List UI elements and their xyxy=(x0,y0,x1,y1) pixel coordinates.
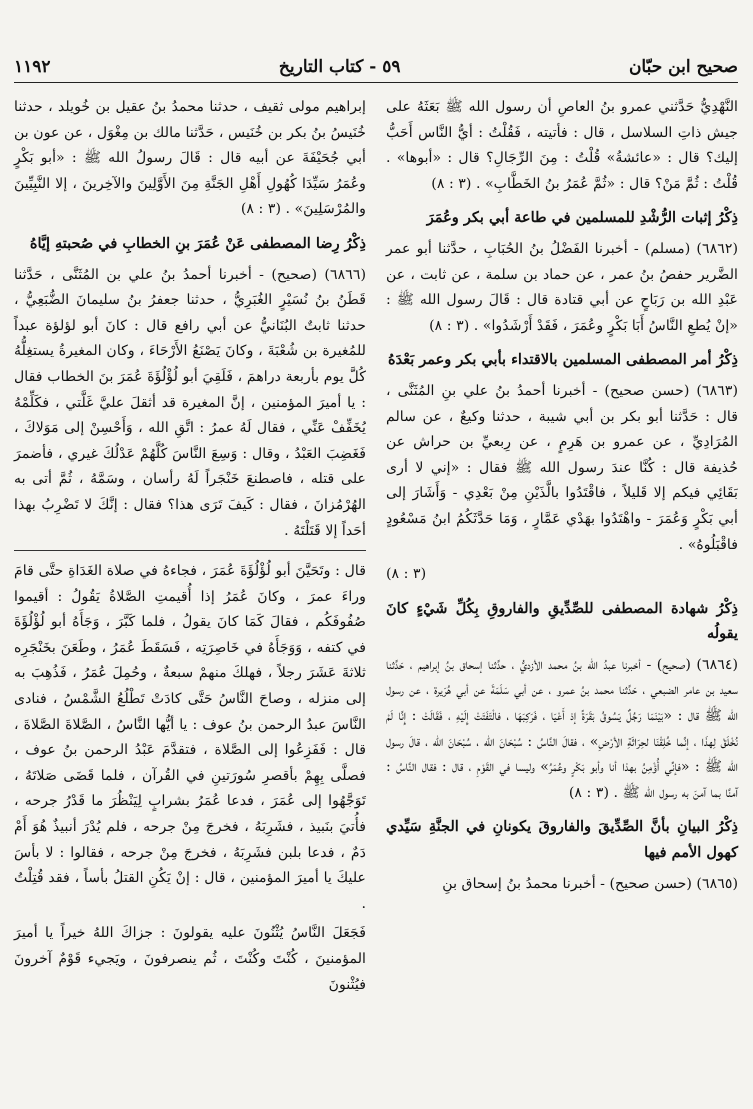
chapter-heading: ذِكْرُ إثبات الرُّشْدِ للمسلمين في طاعة أبي بكر وعُمَرَ xyxy=(426,209,738,227)
left-column xyxy=(14,95,366,1095)
paragraph: (٦٨٦٣) (حسن صحيح) - أخبرنا أحمدُ بنُ علي بنِ المُثَنَّى ، قال : حَدَّثنا أبو بكر بن أبي شيبة ، حدثنا وكيعٌ ، عن سالم المُرَادِيِّ ، عن عمرو بن هَرِمٍ ، عن رِبعيِّ بن حراش عن حُذيفة قال : كُنَّا عندَ رسول الله ﷺ فقال : «إني لا أرى بَقَائِي فيكم إلا قَليلاً ، فاقْتَدُوا بالَّذَيْنِ مِنْ بَعْدِي - وَأَشَارَ إلى أبي بَكْرٍ وَعُمَرَ - واهْتَدُوا بهَدْي عَمَّارٍ ، وَمَا حَدَّثَكُمُ ابنُ مَسْعُودٍ فاقْبَلُوهُ» . xyxy=(386,382,738,553)
text-columns xyxy=(14,95,738,1095)
paragraph: إبراهيم مولى ثقيف ، حدثنا محمدُ بنُ عقيل بن خُويلد ، حدثنا خُنَيسُ بنُ بكر بن خُنَيس ، حَدَّثنا مالك بن مِغْوَل ، عن عون بن أبي جُحَيْفَةَ عن أبيه قال : قَالَ رسولُ الله ﷺ : «أبو بَكْرٍ وعُمَرُ سَيِّدَا كُهُولِ أَهْلِ الجَنَّةِ مِنَ الأَوَّلِينَ والآخِرينَ ، إلا النَّبِيِّينَ والمُرْسَلِينَ» . (٣ : ٨) xyxy=(14,99,366,218)
paragraph: (٦٨٦٦) (صحيح) - أخبرنا أحمدُ بنُ علي بن المُثَنَّى ، حَدَّثنا قَطَنُ بنُ نُسَيْرٍ الغُبَرِيُّ ، حدثنا جعفرُ بنُ سليمانَ الضُّبَعِيُّ ، حدثنا ثابتٌ البُنَانيُّ عن أبي رافع قال : كانَ أبو لؤلؤة عبداً للمُغيرة بن شُعْبَةَ ، وكانَ يَصْنَعُ الأَرْحَاءَ ، وكان المغيرةُ يستغِلُّهُ كُلَّ يوم بأربعة دراهمَ ، فَلَقِيَ أبو لُؤْلُؤَةَ عُمَرَ بنَ الخطاب فقال : يا أميرَ المؤمنين ، إنَّ المغيرة قد أثقلَ عليَّ غَلَّتي ، فكَلِّمْهُ يُخَفِّفْ عَنِّي ، فقال لَهُ عمرُ : اتَّقِ الله ، وَأَحْسِنْ إلى مَوَلاكَ ، فَغَضِبَ العَبْدُ ، وقال : وَسِعَ النَّاسَ كُلَّهُمْ عَدْلُكَ غيري ، فأضمرَ على قتله ، فاصطنعَ خَنْجَراً لَهُ رأسان ، وسَمَّهُ ، ثُمَّ أتى به الهُرْمُزانَ ، فقال : كَيفَ تَرَى هذا؟ فقال : إنَّكَ لا تَضْرِبُ بهذا أحَداً إلا قَتَلْتَهُ . xyxy=(14,266,366,539)
page-header xyxy=(14,52,738,83)
paragraph: (٦٨٦٥) (حسن صحيح) - أخبرنا محمدُ بنُ إسحاق بنِ xyxy=(442,875,738,892)
chapter-heading: ذِكْرُ شهادة المصطفى للصِّدِّيقِ والفاروقِ بِكُلِّ شَيْءٍ كانَ يقولُه xyxy=(386,599,738,643)
paragraph: قال : وتَحَيَّنَ أبو لُؤْلُؤَةَ عُمَرَ ، فجاءهُ في صلاة الغَدَاةِ حتَّى قامَ وراءَ عمرَ ، وكانَ عُمَرُ إذا أُقيمتِ الصَّلاةُ يَقُولُ : أقيموا صُفُوفَكُم ، فقالَ كَمَا كانَ يقولُ ، فلما كَبَّرَ ، وَجَأَهُ أبو لُؤْلُؤَةَ في كتفه ، وَوَجَأَهُ في خَاصِرَتِه ، فَسَقَطَ عُمَرُ ، وطَعَنَ بخَنْجَرِه ثلاثةَ عَشَرَ رجلاً ، فهلكَ منهمْ سبعةٌ ، وحُمِلَ عُمَرُ ، فَذُهِبَ به إلى منزله ، وصاحَ النَّاسُ حَتَّى كادَتْ تَطْلُعُ الشَّمْسُ ، فنادى النَّاسَ عبدُ الرحمن بنُ عوف : يا أيُّها النَّاسُ ، الصَّلاةَ الصَّلاةَ ، قال : فَفَزِعُوا إلى الصَّلاة ، فتقدَّمَ عَبْدُ الرحمن بنُ عوف ، فصلَّى بِهِمْ بأقصرِ سُورَتينِ في القُرآن ، فلما قَضَى صَلاتَهُ ، تَوَجَّهُوا إلى عُمَرَ ، فدعا عُمَرُ بشرابٍ لِيَنْظُرَ ما قَدْرُ جرحه ، فأُتيَ بنَبيذ ، فشَرِبَهُ ، فخرجَ مِنْ جرحه ، فلم يُدْرَ أنبيذٌ هُوَ أَمْ دَمٌ ، فدعا بلبن فشَرِبَهُ ، فخرجَ مِنْ جرحه ، فقالوا : لا بأسَ عليكَ يا أميرَ المؤمنين ، قال : إنْ يَكُنِ القتلُ بأساً ، فقد قُتِلْتُ . xyxy=(14,563,366,912)
section-divider xyxy=(14,550,366,551)
page-number: ١١٩٢ xyxy=(14,57,51,77)
chapter-heading: ذِكْرُ رِضا المصطفى عَنْ عُمَرَ بنِ الخطابِ في صُحبتهِ إيَّاهُ xyxy=(29,234,366,252)
chapter-heading: ذِكْرُ أمر المصطفى المسلمين بالاقتداء بأبي بكر وعمر بَعْدَهُ xyxy=(387,351,738,369)
chapter-heading: ذِكْرُ البيانِ بأنَّ الصِّدِّيقَ والفاروقَ يكونانِ في الجنَّةِ سَيِّدي كهول الأمم فيها xyxy=(386,818,738,862)
paragraph: النَّهْدِيُّ حَدَّثني عمرو بنُ العاصِ أن رسول الله ﷺ بَعَثَهُ على جيش ذاتِ السلاسل ، قال : فأتيته ، فَقُلْتُ : أيُّ النَّاس أَحَبُّ إليك؟ قال : «عائشةُ» قُلْتُ : مِنَ الرِّجَالِ؟ قال : «أبوها» . قُلْتُ : ثُمَّ مَنْ؟ قال : «ثُمَّ عُمَرُ بنُ الخَطَّابِ» . (٣ : ٨) xyxy=(386,99,738,192)
paragraph: (٦٨٦٢) (مسلم) - أخبرنا الفَضْلُ بنُ الحُبَابِ ، حدَّثنا أبو عمر الضَّرير حفصُ بنُ عمر ، عن حماد بن سلمة ، عن ثابت ، عن عَبْدِ الله بن رَبَاحٍ عن أبي قتادة قال : قَالَ رسول الله ﷺ : «إنْ يُطعِ النَّاسُ أَبَا بَكْرٍ وعُمَرَ ، فَقَدْ أَرْشَدُوا» . (٣ : ٨) xyxy=(386,240,738,334)
chapter-title: ٥٩ - كتاب التاريخ xyxy=(278,57,401,77)
paragraph: (٦٨٦٤) (صحيح) - أخبرنا عبدُ الله بنُ محمد الأزديُّ ، حدَّثنا إسحاق بنُ إبراهيم ، حَدَّثنا سعيد بن عامر الضبعي ، حَدَّثنا محمد بنُ عمرو ، عن أبي سَلَمَةَ عن أبي هُرَيرة ، عن رسول الله ﷺ قال : «بَيْنَمَا رَجُلٌ يَسُوقُ بَقَرَةً إذ أَعْيَا ، فَرَكِبَهَا ، فالْتَفَتَتْ إِلَيْهِ ، فَقَالَتْ : إِنَّا لَمْ نُخْلَقْ لِهذَا ، إنَّما خُلِقْنَا لحِرَاثَةِ الأرْضِ» ، فقالَ النَّاسُ : سُبْحَانَ الله ، سُبْحَانَ الله ، قالَ رسول الله ﷺ : «فإنِّي أُؤْمِنُ بهذا أنا وأبو بَكْرٍ وعُمَرُ» وليسا في القَوْمِ ، قال : فقال النَّاسُ : آمنَّا بما آمنَ به رسول الله ﷺ . (٣ : ٨) xyxy=(386,656,738,801)
paragraph: فَجَعَلَ النَّاسُ يُثْنُونَ عليه يقولونَ : جزاكَ اللهُ خيراً يا أميرَ المؤمنينَ ، كُنْتَ وكُنْتَ ، ثُم ينصرفونَ ، ويَجيء قَوْمٌ آخرونَ فيُثْنونَ xyxy=(14,925,366,993)
book-title: صحيح ابن حبّان xyxy=(628,57,738,77)
right-column xyxy=(386,95,738,1095)
reference-number: (٣ : ٨) xyxy=(386,566,427,583)
